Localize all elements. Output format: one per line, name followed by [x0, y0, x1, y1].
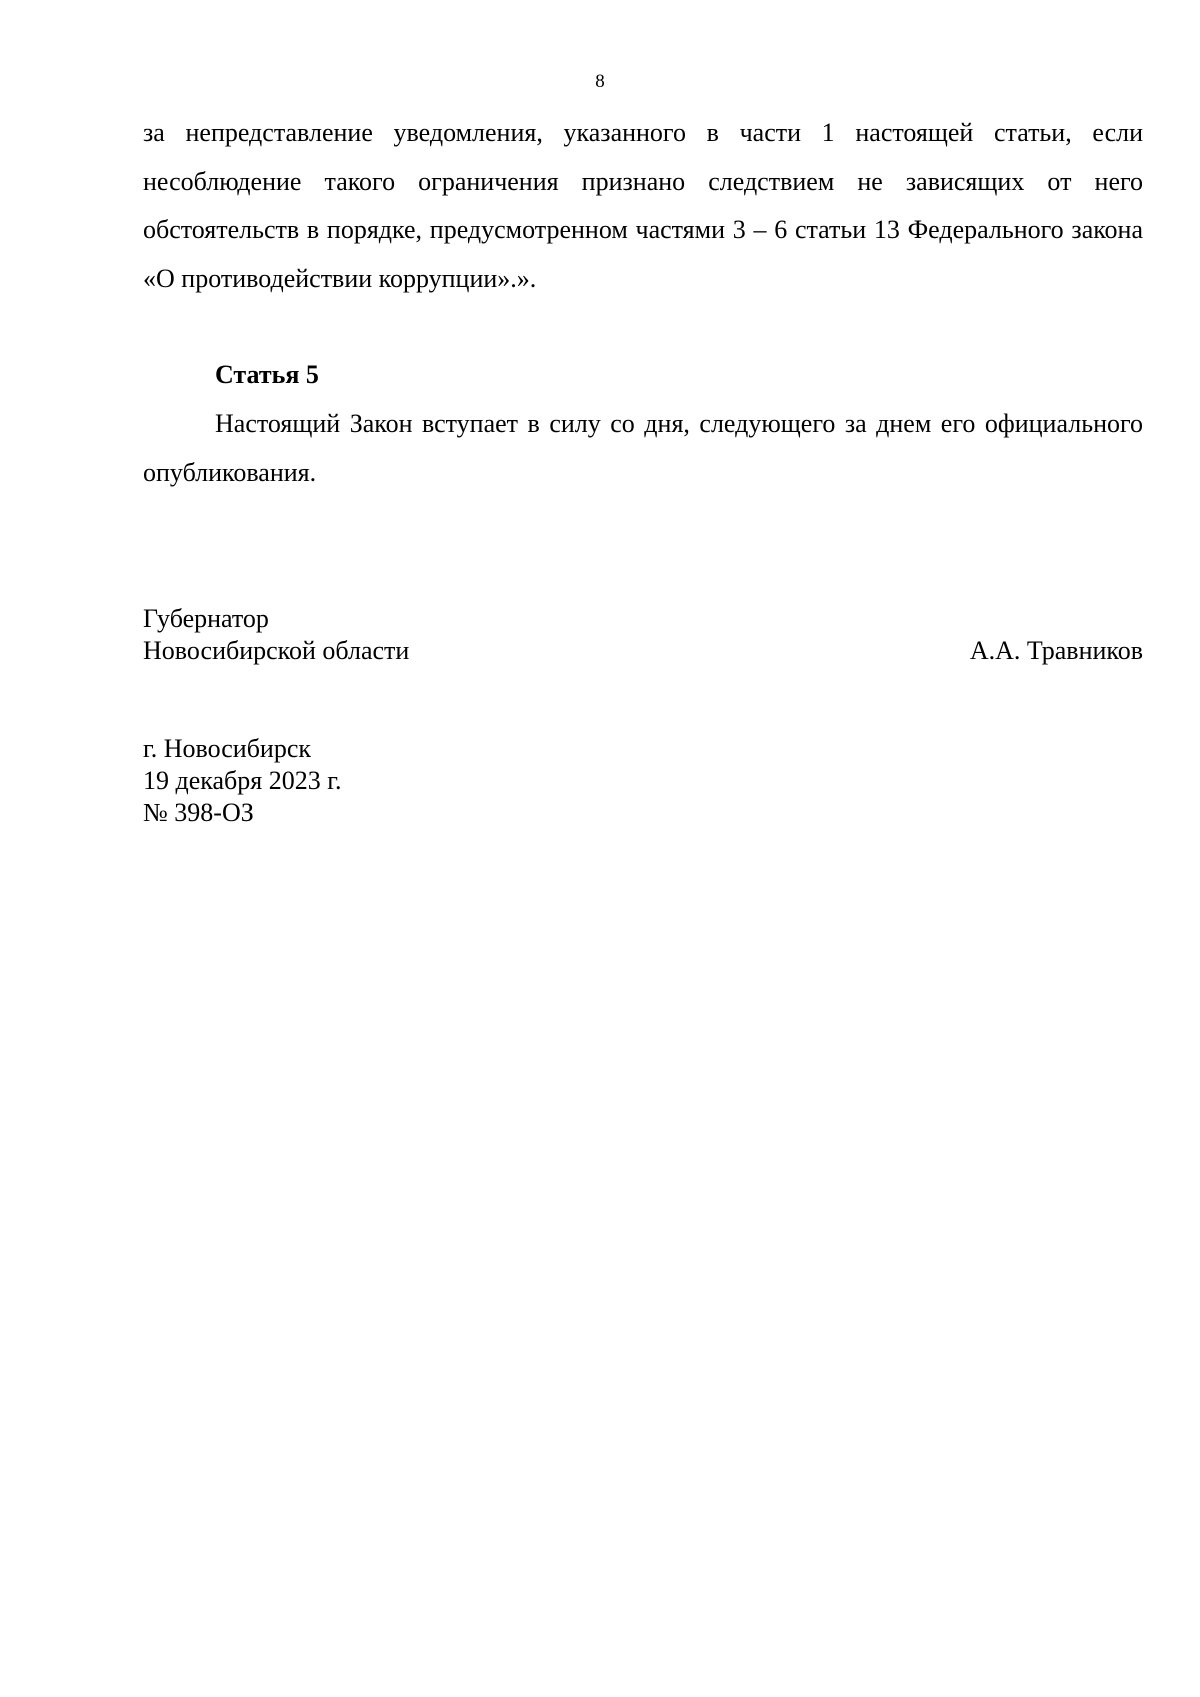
signature-block: [143, 603, 1143, 667]
place-date-block: [143, 733, 341, 829]
law-number: № 398-ОЗ: [143, 798, 254, 827]
city: г. Новосибирск: [143, 734, 312, 763]
signature-title-line2: Новосибирской области: [143, 636, 410, 665]
signature-title-line1: Губернатор: [143, 604, 269, 633]
date: 19 декабря 2023 г.: [143, 766, 342, 795]
article-heading: Статья 5: [215, 360, 319, 389]
signatory-name: А.А. Травников: [969, 636, 1143, 665]
continuation-paragraph: за непредставление уведомления, указанного в части 1 настоящей статьи, если несоблюдение такого ограничения признано следствием не зависящих от него обстоятельств в порядке, предусмотренном частями 3 – 6 статьи 13 Федерального закона «О противодействии коррупции».».: [143, 118, 1143, 293]
article-text: Настоящий Закон вступает в силу со дня, следующего за днем его официального опубликования.: [143, 409, 1143, 487]
page-number: 8: [595, 71, 605, 92]
